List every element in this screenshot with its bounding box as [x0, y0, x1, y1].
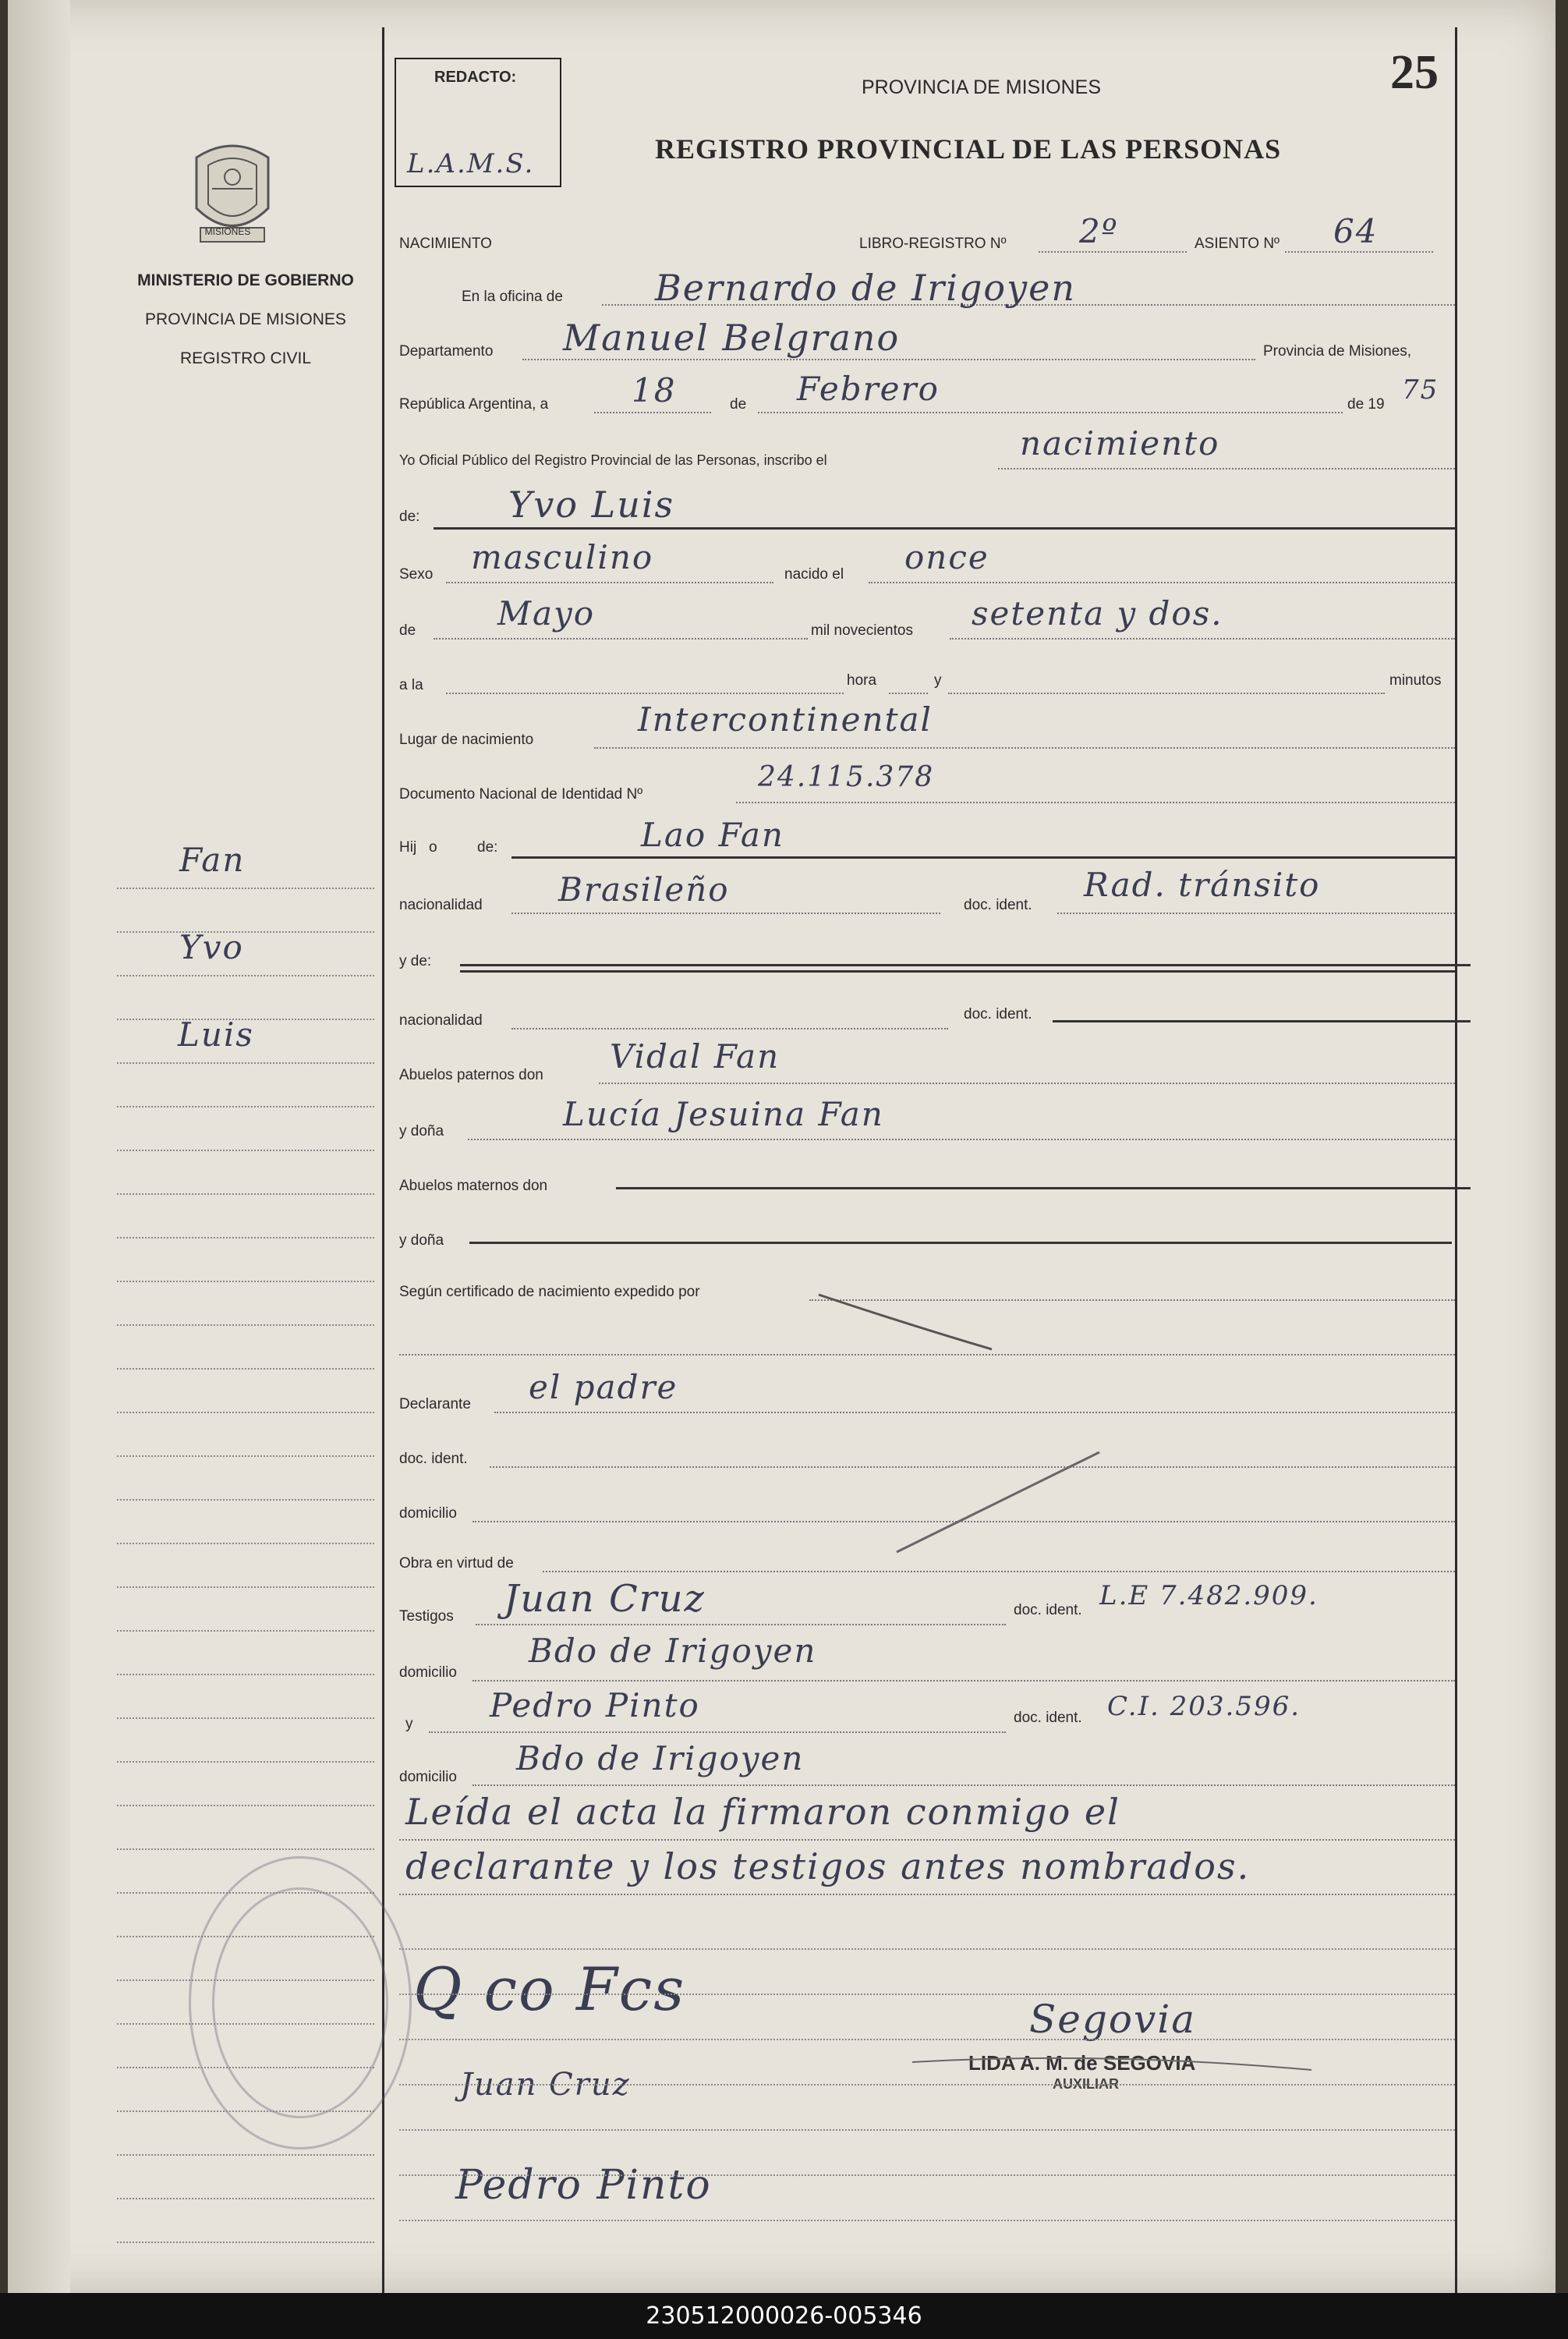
dni-value: 24.115.378 [758, 761, 935, 793]
anio-label: de 19 [1347, 396, 1385, 413]
docid1-value: Rad. tránsito [1084, 866, 1321, 904]
docid2-label: doc. ident. [964, 1006, 1032, 1022]
margin-ruled-line [117, 1150, 374, 1151]
domicilio-t2-label: domicilio [399, 1769, 457, 1785]
margin-ruled-line [117, 1324, 374, 1326]
nacimiento-label: NACIMIENTO [399, 236, 492, 252]
provincia-label: Provincia de Misiones, [1263, 343, 1412, 360]
margin-ruled-line [117, 888, 374, 889]
official-role: AUXILIAR [1053, 2076, 1119, 2092]
margin-ruled-line [117, 2242, 374, 2243]
docid1-label: doc. ident. [964, 897, 1032, 913]
margin-ruled-line [117, 1936, 374, 1937]
signature-ruled-line [399, 2084, 1455, 2086]
yde-label: y de: [399, 953, 432, 969]
margin-ruled-line [117, 1805, 374, 1806]
departamento-value: Manuel Belgrano [563, 317, 901, 359]
abpat2-value: Lucía Jesuina Fan [563, 1095, 884, 1133]
libro-value: 2º [1079, 212, 1119, 250]
minutos-label: minutos [1389, 672, 1442, 689]
margin-ruled-line [117, 1281, 374, 1282]
anio2-value: setenta y dos. [972, 594, 1223, 633]
margin-ruled-line [117, 1019, 374, 1020]
de3-label: de [399, 622, 416, 639]
margin-ruled-line [117, 2110, 374, 2112]
domicilio-label: domicilio [399, 1505, 457, 1522]
domicilio-t1-label: domicilio [399, 1664, 457, 1681]
declarante-value: el padre [529, 1368, 678, 1406]
nac1-label: nacionalidad [399, 897, 483, 913]
hijo-label-b: de: [477, 839, 498, 856]
lugar-value: Intercontinental [638, 700, 933, 739]
margin-ruled-line [117, 1543, 374, 1544]
margin-ruled-line [117, 1761, 374, 1763]
nombre-value: Yvo Luis [508, 484, 675, 526]
page-number: 25 [1390, 46, 1439, 99]
nacido-label: nacido el [784, 566, 844, 583]
hijo-o-value: o [429, 839, 437, 856]
mes-value: Febrero [797, 370, 940, 408]
signature-ruled-line [399, 1993, 1455, 1995]
testigos-label: Testigos [399, 1608, 454, 1625]
yo-value: nacimiento [1020, 424, 1220, 462]
closing-text-1: Leída el acta la firmaron conmigo el [405, 1791, 1120, 1833]
margin-ruled-line [117, 1455, 374, 1457]
republica-label: República Argentina, a [399, 396, 549, 413]
declarant-signature: Q co Fcs [413, 1954, 686, 2024]
domicilio-t1-value: Bdo de Irigoyen [529, 1632, 817, 1670]
testigo2-value: Pedro Pinto [490, 1686, 700, 1724]
official-stamp: LIDA A. M. de SEGOVIA [968, 2051, 1196, 2075]
signature-ruled-line [399, 2174, 1455, 2176]
province-title: PROVINCIA DE MISIONES [862, 76, 1102, 98]
closing-text-2: declarante y los testigos antes nombrados. [405, 1845, 1251, 1887]
redacto-label: REDACTO: [434, 69, 517, 86]
margin-ruled-line [117, 1368, 374, 1370]
witness2-signature: Pedro Pinto [455, 2162, 712, 2209]
margin-first-name: Yvo [179, 928, 244, 966]
ala-label: a la [399, 677, 423, 693]
abpat-value: Vidal Fan [610, 1037, 780, 1076]
oficina-label: En la oficina de [462, 289, 563, 305]
padre-value: Lao Fan [641, 816, 784, 854]
redacto-value: L.A.M.S. [407, 148, 535, 179]
docident-t2-value: C.I. 203.596. [1107, 1691, 1301, 1722]
testigo1-value: Juan Cruz [504, 1577, 706, 1621]
yo-label: Yo Oficial Público del Registro Provincial de las Personas, inscribo el [399, 452, 827, 468]
margin-ruled-line [117, 1674, 374, 1675]
registry-title: REGISTRO PROVINCIAL DE LAS PERSONAS [655, 133, 1282, 165]
segun-label: Según certificado de nacimiento expedido por [399, 1284, 700, 1300]
image-id-bar: 230512000026-005346 [0, 2293, 1568, 2339]
margin-ruled-line [117, 1717, 374, 1719]
declarante-label: Declarante [399, 1396, 471, 1412]
de-label: de [730, 396, 747, 413]
mes2-value: Mayo [497, 594, 596, 633]
signature-ruled-line [399, 1948, 1455, 1950]
anio-value: 75 [1402, 374, 1439, 406]
margin-ruled-line [117, 2154, 374, 2156]
ministry-registry: REGISTRO CIVIL [179, 349, 312, 367]
ydona2-label: y doña [399, 1232, 444, 1249]
dni-label: Documento Nacional de Identidad Nº [399, 786, 643, 803]
libro-label: LIBRO-REGISTRO Nº [859, 236, 1007, 252]
witness1-signature: Juan Cruz [460, 2067, 631, 2103]
y-label: y [934, 672, 942, 689]
margin-ruled-line [117, 1979, 374, 1981]
margin-ruled-line [117, 1193, 374, 1195]
margin-surname: Fan [179, 841, 246, 879]
docident-label: doc. ident. [399, 1451, 468, 1467]
margin-ruled-line [117, 1412, 374, 1413]
ydona-label: y doña [399, 1123, 444, 1139]
official-signature: Segovia [1029, 1997, 1196, 2042]
margin-second-name: Luis [178, 1015, 254, 1054]
margin-ruled-line [117, 1062, 374, 1064]
lugar-label: Lugar de nacimiento [399, 732, 534, 748]
seal-text: MISIONES [204, 226, 251, 237]
hijo-label-a: Hij [399, 839, 417, 856]
domicilio-t2-value: Bdo de Irigoyen [516, 1739, 805, 1777]
signature-ruled-line [399, 2039, 1455, 2040]
margin-ruled-line [117, 931, 374, 933]
de2-label: de: [399, 509, 420, 525]
margin-ruled-line [117, 2023, 374, 2025]
docident-t2-label: doc. ident. [1014, 1710, 1082, 1726]
sexo-value: masculino [471, 538, 654, 576]
nacido-value: once [904, 538, 989, 576]
docident-t1-value: L.E 7.482.909. [1099, 1580, 1318, 1611]
mil-label: mil novecientos [811, 622, 913, 639]
margin-ruled-line [117, 1630, 374, 1632]
margin-ruled-line [117, 1499, 374, 1501]
obra-label: Obra en virtud de [399, 1555, 514, 1572]
nac2-label: nacionalidad [399, 1012, 483, 1029]
departamento-label: Departamento [399, 343, 494, 360]
docident-t1-label: doc. ident. [1014, 1602, 1082, 1618]
margin-ruled-line [117, 1848, 374, 1850]
signature-ruled-line [399, 2129, 1455, 2131]
dia-value: 18 [632, 371, 677, 409]
ministry-name: MINISTERIO DE GOBIERNO [137, 271, 354, 289]
y-t2-label: y [405, 1716, 413, 1732]
margin-ruled-line [117, 2198, 374, 2199]
ministry-province: PROVINCIA DE MISIONES [145, 310, 346, 328]
record-sheet [8, 0, 1556, 2293]
margin-ruled-line [117, 1586, 374, 1588]
asiento-value: 64 [1333, 212, 1379, 250]
margin-ruled-line [117, 1106, 374, 1107]
margin-ruled-line [117, 975, 374, 976]
signature-ruled-line [399, 2220, 1455, 2221]
abmat-label: Abuelos maternos don [399, 1178, 548, 1194]
margin-ruled-line [117, 1892, 374, 1894]
margin-ruled-line [117, 1237, 374, 1239]
nac1-value: Brasileño [558, 870, 730, 909]
margin-ruled-line [117, 2067, 374, 2068]
asiento-label: ASIENTO Nº [1195, 236, 1280, 252]
hora-label: hora [847, 672, 877, 689]
abpat-label: Abuelos paternos don [399, 1067, 543, 1083]
sexo-label: Sexo [399, 566, 434, 583]
oficina-value: Bernardo de Irigoyen [655, 267, 1076, 309]
